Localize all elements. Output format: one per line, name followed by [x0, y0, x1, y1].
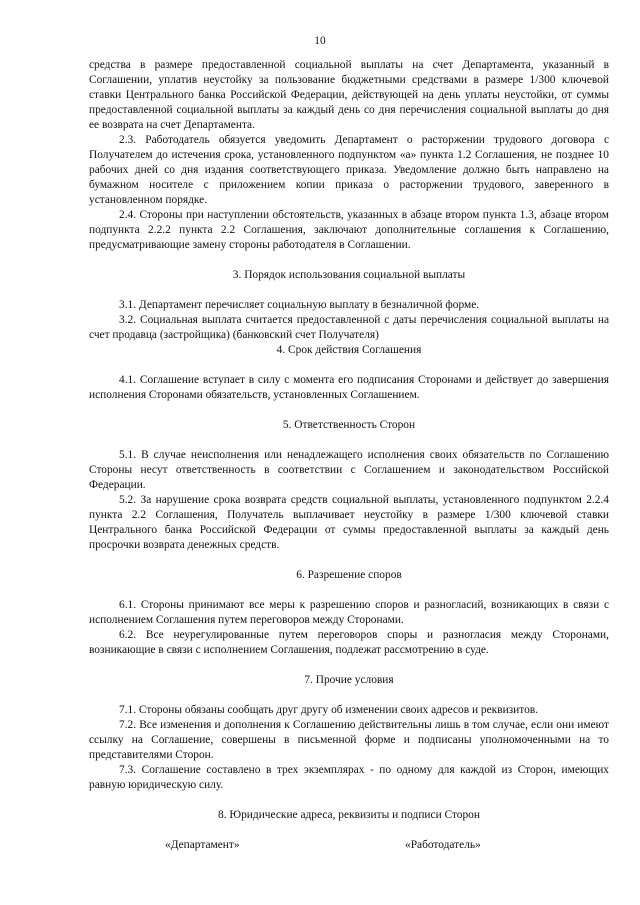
document-body [89, 58, 609, 853]
paragraph-3-1: 3.1. Департамент перечисляет социальную выплату в безналичной форме. [119, 299, 480, 311]
section-heading-5: 5. Ответственность Сторон [282, 419, 416, 431]
signature-party-department: «Департамент» [165, 839, 240, 851]
page-number: 10 [314, 35, 326, 47]
paragraph-2-3: 2.3. Работодатель обязуется уведомить Департамент о расторжении трудового договора с Получателем до истечения срока, установленного подпунктом «а» пункта 1.2 Соглашения, не позднее 10 рабочих дней со дня издания соответствующего приказа. Уведомление должно быть направлено на бумажном носителе с приложением копии приказа о расторжении трудового, заверенного в установленном порядке. [89, 134, 609, 206]
paragraph-5-2: 5.2. За нарушение срока возврата средств социальной выплаты, установленного подпунктом 2.2.4 пункта 2.2 Соглашения, Получатель выплачивает неустойку в размере 1/300 ключевой ставки Центрального банка Российской Федерации от суммы предоставленной выплаты за каждый день просрочки возврата денежных средств. [89, 494, 609, 551]
paragraph-2-4: 2.4. Стороны при наступлении обстоятельств, указанных в абзаце втором пункта 1.3, абзаце втором подпункта 2.2.2 пункта 2.2 Соглашения, заключают дополнительные соглашения к Соглашению, предусматривающие замену стороны работодателя в Соглашении. [89, 209, 609, 251]
paragraph-4-1: 4.1. Соглашение вступает в силу с момента его подписания Сторонами и действует до завершения исполнения Сторонами обязательств, установленных Соглашением. [89, 374, 609, 401]
paragraph-6-1: 6.1. Стороны принимают все меры к разрешению споров и разногласий, возникающих в связи с исполнением Соглашения путем переговоров между Сторонами. [89, 599, 609, 626]
paragraph-7-1: 7.1. Стороны обязаны сообщать друг другу об изменении своих адресов и реквизитов. [119, 704, 539, 716]
paragraph-3-2: 3.2. Социальная выплата считается предоставленной с даты перечисления социальной выплаты на счет продавца (застройщика) (банковский счет Получателя) [89, 314, 609, 341]
section-heading-4: 4. Срок действия Соглашения [276, 344, 422, 356]
paragraph-6-2: 6.2. Все неурегулированные путем переговоров споры и разногласия между Сторонами, возникающие в связи с исполнением Соглашения, подлежат рассмотрению в суде. [89, 629, 609, 656]
signature-party-employer: «Работодатель» [405, 839, 481, 851]
paragraph-7-2: 7.2. Все изменения и дополнения к Соглашению действительны лишь в том случае, если они имеют ссылку на Соглашение, совершены в письменной форме и подписаны уполномоченными на то представителями Сторон. [89, 719, 609, 761]
section-heading-8: 8. Юридические адреса, реквизиты и подписи Сторон [218, 809, 480, 821]
section-heading-6: 6. Разрешение споров [296, 569, 402, 581]
section-heading-7: 7. Прочие условия [304, 674, 394, 686]
paragraph-5-1: 5.1. В случае неисполнения или ненадлежащего исполнения своих обязательств по Соглашению Стороны несут ответственность в соответствии с Соглашением и законодательством Российской Федерации. [89, 449, 609, 491]
paragraph-continuation: средства в размере предоставленной социальной выплаты на счет Департамента, указанный в Соглашении, уплатив неустойку за пользование бюджетными средствами в размере 1/300 ключевой ставки Центрального банка Российской Федерации, действующей на день уплаты неустойки, от суммы предоставленной социальной выплаты за каждый день со дня перечисления социальной выплаты до дня ее возврата на счет Департамента. [89, 59, 609, 131]
section-heading-3: 3. Порядок использования социальной выплаты [232, 269, 466, 281]
paragraph-7-3: 7.3. Соглашение составлено в трех экземплярах - по одному для каждой из Сторон, имеющих равную юридическую силу. [89, 764, 609, 791]
signature-block [89, 838, 609, 853]
